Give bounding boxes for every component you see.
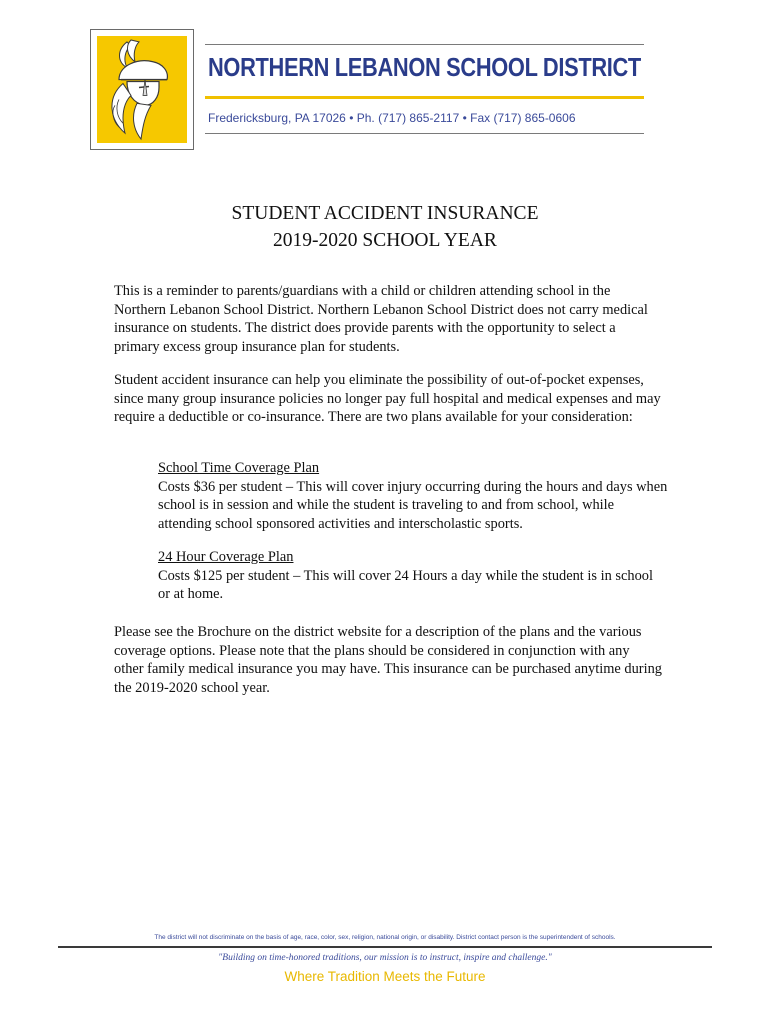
district-name: NORTHERN LEBANON SCHOOL DISTRICT [208,52,641,82]
document-title: STUDENT ACCIDENT INSURANCE [231,203,539,224]
letterhead-rule-top [205,44,644,45]
district-logo [90,29,194,150]
reminder-paragraph: This is a reminder to parents/guardians with a child or children attending school in the Northern Lebanon School District. Northern Lebanon School District does not carry medical insurance on students. The district does provide parents with the opportunity to select a primary excess group insurance plan for students. [114,283,648,355]
footer-rule [58,946,712,948]
plan-school-time [158,459,668,533]
plan-24-hour [158,548,668,604]
district-address: Fredericksburg, PA 17026 • Ph. (717) 865-2117 • Fax (717) 865-0606 [208,111,576,125]
plan-description: Costs $125 per student – This will cover 24 Hours a day while the student is in school or at home. [158,567,653,603]
plan-name: School Time Coverage Plan [158,460,320,476]
plan-name: 24 Hour Coverage Plan [158,549,294,565]
brochure-paragraph: Please see the Brochure on the district website for a description of the plans and the various coverage options. Please note that the plans should be considered in conjunction with any other family medical insurance you may have. This insurance can be purchased anytime during the 2019-2020 school year. [114,624,662,696]
district-tagline: Where Tradition Meets the Future [284,969,486,984]
plan-description: Costs $36 per student – This will cover injury occurring during the hours and days when school is in session and while the student is traveling to and from school, while attending school sponsored activities and interscholastic sports. [158,478,668,532]
document-subtitle: 2019-2020 SCHOOL YEAR [273,230,497,251]
nondiscrimination-notice: The district will not discriminate on the basis of age, race, color, sex, religion, national origin, or disability. District contact person is the superintendent of schools. [154,934,616,941]
viking-head-icon [97,36,187,143]
insurance-benefit-paragraph: Student accident insurance can help you eliminate the possibility of out-of-pocket expenses, since many group insurance policies no longer pay full hospital and medical expenses and may require a deductible or co-insurance. There are two plans available for your consideration: [114,372,661,426]
letterhead-rule-gold [205,96,644,99]
mission-motto: "Building on time-honored traditions, our mission is to instruct, inspire and challenge." [218,953,552,963]
letterhead-rule-bottom [205,133,644,134]
